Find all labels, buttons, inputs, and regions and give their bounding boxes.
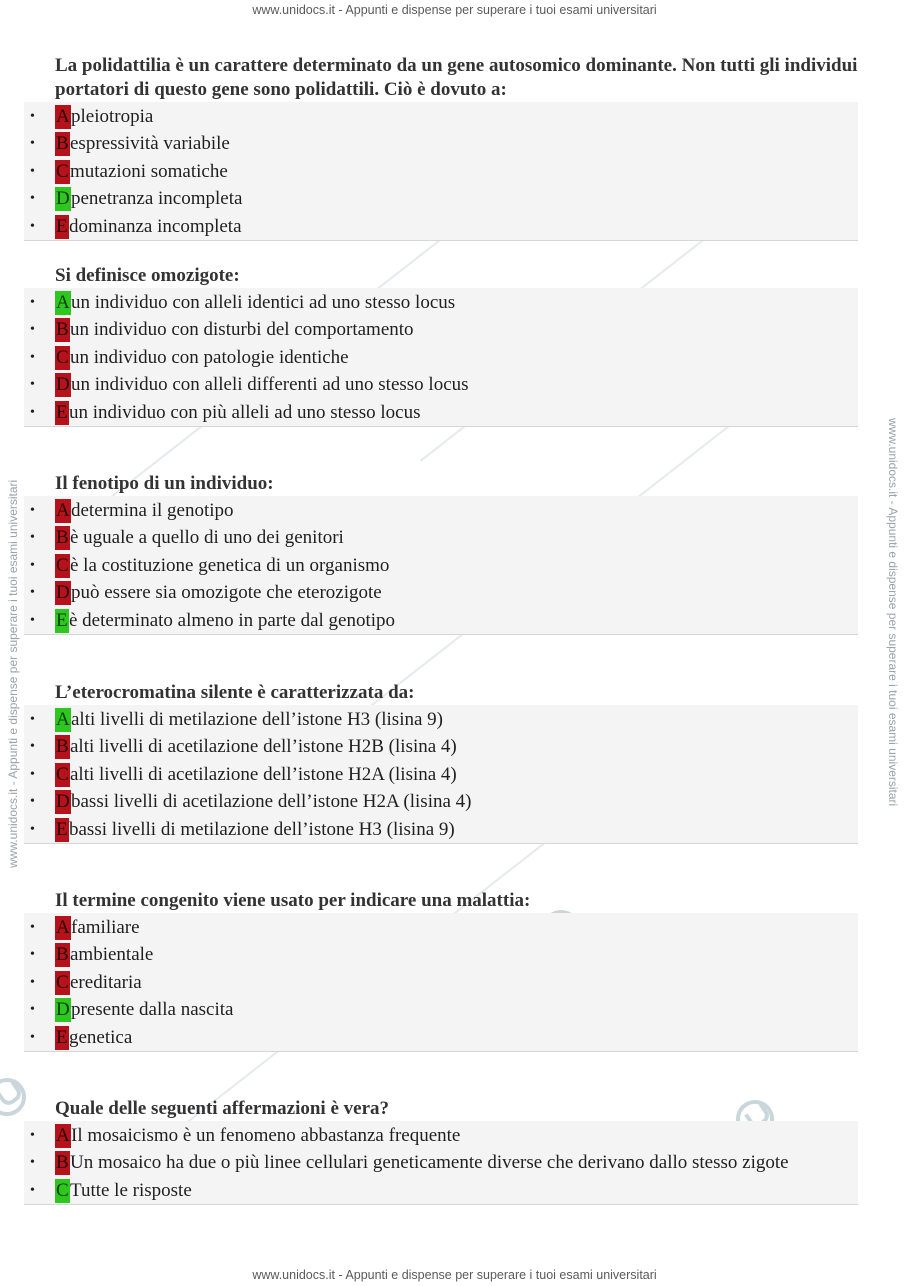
wrong-answer-letter: B <box>56 133 69 155</box>
question-text: Il termine congenito viene usato per indicare una malattia: <box>55 890 531 911</box>
answer-option <box>24 552 858 579</box>
bullet-icon: • <box>30 295 35 310</box>
bullet-icon: • <box>30 712 35 727</box>
wrong-answer-letter: B <box>56 319 69 341</box>
answer-option <box>24 788 858 815</box>
wrong-answer-letter: C <box>56 971 69 993</box>
correct-answer-letter: A <box>56 709 70 730</box>
answer-text: bassi livelli di metilazione dell’istone H3 (lisina 9) <box>69 818 455 840</box>
answer-option <box>24 914 858 941</box>
wrong-answer-letter: D <box>56 374 70 396</box>
answer-text: Il mosaicismo è un fenomeno abbastanza frequente <box>71 1125 461 1146</box>
wrong-answer-letter: E <box>56 215 68 237</box>
bullet-icon: • <box>30 1029 35 1045</box>
question-text: La polidattilia è un carattere determinato da un gene autosomico dominante. Non tutti gli individui portatori di questo gene sono polidattili. Ciò è dovuto a: <box>55 55 858 100</box>
wrong-answer-letter: A <box>56 917 70 938</box>
answer-option <box>24 1024 858 1051</box>
answer-option <box>24 316 858 343</box>
answer-option <box>24 158 858 185</box>
bullet-icon: • <box>30 585 35 601</box>
answer-option <box>24 733 858 760</box>
wrong-answer-letter: E <box>56 1026 68 1048</box>
bullet-icon: • <box>30 163 35 179</box>
wrong-answer-letter: C <box>56 160 69 182</box>
answer-text: ambientale <box>70 944 154 966</box>
wrong-answer-letter: A <box>56 106 70 127</box>
correct-answer-letter: C <box>56 1179 69 1201</box>
wrong-answer-letter: B <box>56 736 69 758</box>
bullet-icon: • <box>30 794 35 810</box>
answer-option <box>24 185 858 212</box>
correct-answer-letter: D <box>56 999 70 1021</box>
answer-option <box>24 1177 858 1204</box>
answer-option <box>24 213 858 240</box>
question-text: Il fenotipo di un individuo: <box>55 473 274 494</box>
side-watermark-right: www.unidocs.it - Appunti e dispense per superare i tuoi esami universitari <box>886 418 900 807</box>
answer-option <box>24 103 858 130</box>
question-block <box>24 1097 858 1205</box>
bullet-icon: • <box>30 349 35 365</box>
wrong-answer-letter: C <box>56 554 69 576</box>
bullet-icon: • <box>30 136 35 152</box>
bullet-icon: • <box>30 404 35 420</box>
answer-option <box>24 579 858 606</box>
correct-answer-letter: A <box>56 292 70 313</box>
answer-text: è determinato almeno in parte dal genotipo <box>69 609 396 631</box>
answer-option <box>24 524 858 551</box>
bullet-icon: • <box>30 947 35 963</box>
answer-text: Tutte le risposte <box>70 1179 192 1201</box>
answer-text: alti livelli di acetilazione dell’istone H2B (lisina 4) <box>70 736 457 758</box>
answer-text: un individuo con alleli identici ad uno stesso locus <box>71 292 456 313</box>
answer-text: un individuo con patologie identiche <box>70 346 349 368</box>
answer-text: un individuo con alleli differenti ad uno stesso locus <box>71 374 469 396</box>
answer-options <box>24 496 858 635</box>
answer-text: pleiotropia <box>71 106 154 127</box>
wrong-answer-letter: B <box>56 944 69 966</box>
page-footer-watermark: www.unidocs.it - Appunti e dispense per superare i tuoi esami universitari <box>252 1268 657 1282</box>
answer-text: Un mosaico ha due o più linee cellulari geneticamente diverse che derivano dallo stesso zigote <box>70 1152 789 1174</box>
answer-text: familiare <box>71 917 140 938</box>
question-block <box>24 472 858 635</box>
question-text: Quale delle seguenti affermazioni è vera? <box>55 1098 390 1119</box>
bullet-icon: • <box>30 821 35 837</box>
answer-option <box>24 996 858 1023</box>
bullet-icon: • <box>30 920 35 935</box>
answer-text: è uguale a quello di uno dei genitori <box>70 527 344 549</box>
answer-option <box>24 130 858 157</box>
bullet-icon: • <box>30 1002 35 1018</box>
answer-text: presente dalla nascita <box>71 999 234 1021</box>
wrong-answer-letter: C <box>56 346 69 368</box>
answer-options <box>24 288 858 427</box>
answer-option <box>24 941 858 968</box>
answer-option <box>24 607 858 634</box>
answer-text: ereditaria <box>70 971 142 993</box>
answer-options <box>24 705 858 844</box>
answer-text: genetica <box>69 1026 133 1048</box>
answer-option <box>24 816 858 843</box>
bullet-icon: • <box>30 530 35 546</box>
question-block <box>24 264 858 427</box>
answer-text: penetranza incompleta <box>71 188 243 210</box>
bullet-icon: • <box>30 557 35 573</box>
wrong-answer-letter: C <box>56 763 69 785</box>
answer-text: bassi livelli di acetilazione dell’istone H2A (lisina 4) <box>71 791 472 813</box>
bullet-icon: • <box>30 109 35 124</box>
question-block <box>24 681 858 844</box>
answer-option <box>24 1122 858 1149</box>
answer-text: alti livelli di metilazione dell’istone H3 (lisina 9) <box>71 709 443 730</box>
bullet-icon: • <box>30 322 35 338</box>
answer-options <box>24 913 858 1052</box>
bullet-icon: • <box>30 974 35 990</box>
wrong-answer-letter: D <box>56 791 70 813</box>
wrong-answer-letter: B <box>56 527 69 549</box>
question-block <box>24 889 858 1052</box>
answer-option <box>24 761 858 788</box>
answer-text: è la costituzione genetica di un organismo <box>70 554 390 576</box>
answer-option <box>24 969 858 996</box>
answer-option <box>24 497 858 524</box>
answer-text: può essere sia omozigote che eterozigote <box>71 582 382 604</box>
answer-option <box>24 706 858 733</box>
correct-answer-letter: E <box>56 609 68 631</box>
answer-options <box>24 1121 858 1205</box>
wrong-answer-letter: A <box>56 1125 70 1146</box>
wrong-answer-letter: B <box>56 1152 69 1174</box>
wrong-answer-letter: E <box>56 401 68 423</box>
answer-text: dominanza incompleta <box>69 215 242 237</box>
answer-option <box>24 1149 858 1176</box>
bullet-icon: • <box>30 191 35 207</box>
page-header-watermark: www.unidocs.it - Appunti e dispense per superare i tuoi esami universitari <box>252 3 657 17</box>
question-block <box>24 54 858 241</box>
bullet-icon: • <box>30 1155 35 1171</box>
question-text: L’eterocromatina silente è caratterizzata da: <box>55 682 415 703</box>
answer-option <box>24 399 858 426</box>
answer-option <box>24 289 858 316</box>
bullet-icon: • <box>30 1182 35 1198</box>
correct-answer-letter: D <box>56 188 70 210</box>
answer-text: mutazioni somatiche <box>70 160 228 182</box>
bullet-icon: • <box>30 739 35 755</box>
side-watermark-left: www.unidocs.it - Appunti e dispense per superare i tuoi esami universitari <box>6 479 20 868</box>
answer-text: un individuo con più alleli ad uno stesso locus <box>69 401 421 423</box>
wrong-answer-letter: A <box>56 500 70 521</box>
bullet-icon: • <box>30 377 35 393</box>
answer-option <box>24 344 858 371</box>
bullet-icon: • <box>30 1128 35 1143</box>
answer-text: un individuo con disturbi del comportamento <box>70 319 414 341</box>
bullet-icon: • <box>30 766 35 782</box>
wrong-answer-letter: E <box>56 818 68 840</box>
wrong-answer-letter: D <box>56 582 70 604</box>
answer-text: espressività variabile <box>70 133 230 155</box>
bullet-icon: • <box>30 612 35 628</box>
answer-options <box>24 102 858 241</box>
bullet-icon: • <box>30 503 35 518</box>
question-text: Si definisce omozigote: <box>55 265 240 286</box>
answer-text: alti livelli di acetilazione dell’istone H2A (lisina 4) <box>70 763 457 785</box>
answer-text: determina il genotipo <box>71 500 234 521</box>
answer-option <box>24 371 858 398</box>
bullet-icon: • <box>30 218 35 234</box>
